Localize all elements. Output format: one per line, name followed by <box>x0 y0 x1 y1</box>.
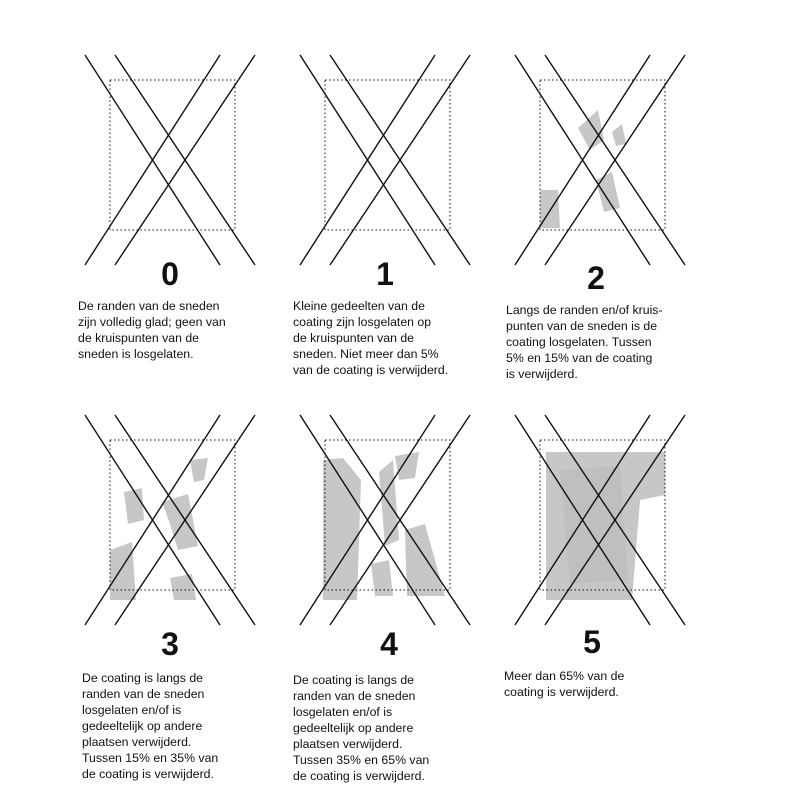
description-line: punten van de sneden is de <box>506 319 658 333</box>
description-line: Langs de randen en/of kruis- <box>506 303 663 317</box>
description-line: de coating is verwijderd. <box>293 769 425 783</box>
description-line: plaatsen verwijderd. <box>293 737 403 751</box>
detached-coating-area <box>578 110 604 150</box>
description-line: randen van de sneden <box>82 687 205 701</box>
description-line: gedeeltelijk op andere <box>293 721 414 735</box>
description-line: sneden is losgelaten. <box>78 347 194 361</box>
description-line: losgelaten en/of is <box>82 703 182 717</box>
detached-coating-area <box>162 494 198 550</box>
description-line: randen van de sneden <box>293 689 416 703</box>
detached-coating-area <box>190 458 208 482</box>
description-line: sneden. Niet meer dan 5% <box>293 347 439 361</box>
cross-cut-figure-1 <box>285 40 515 340</box>
description-line: Meer dan 65% van de <box>504 669 625 683</box>
panel-rating-4 <box>285 400 515 783</box>
rating-number: 4 <box>380 626 398 662</box>
description-line: is verwijderd. <box>506 367 578 381</box>
description-line: zijn volledig glad; geen van <box>78 315 226 329</box>
cross-cut-figure-0 <box>70 40 300 340</box>
description-line: Kleine gedeelten van de <box>293 299 425 313</box>
rating-number: 5 <box>583 624 601 660</box>
detached-coating-area <box>371 560 393 596</box>
panel-rating-0 <box>70 40 300 420</box>
rating-description <box>293 672 503 784</box>
panel-rating-3 <box>70 400 300 780</box>
rating-number: 2 <box>587 260 605 296</box>
description-line: de coating is verwijderd. <box>82 767 214 781</box>
description-line: coating is verwijderd. <box>504 685 619 699</box>
rating-number: 3 <box>161 626 179 662</box>
description-line: de kruispunten van de <box>293 331 415 345</box>
panel-rating-2 <box>500 40 730 420</box>
detached-coating-area <box>612 124 626 146</box>
rating-description <box>82 670 292 782</box>
detached-coating-area <box>405 524 445 596</box>
description-line: coating losgelaten. Tussen <box>506 335 652 349</box>
description-line: gedeeltelijk op andere <box>82 719 203 733</box>
description-line: Tussen 35% en 65% van <box>293 753 430 767</box>
detached-coating-area <box>395 452 419 480</box>
description-line: van de coating is verwijderd. <box>293 363 449 377</box>
detached-coating-area <box>124 488 144 524</box>
description-line: De randen van de sneden <box>78 299 220 313</box>
description-line: losgelaten en/of is <box>293 705 393 719</box>
description-line: De coating is langs de <box>293 673 414 687</box>
description-line: plaatsen verwijderd. <box>82 735 192 749</box>
panel-rating-5 <box>500 400 730 780</box>
description-line: 5% en 15% van de coating <box>506 351 653 365</box>
description-line: De coating is langs de <box>82 671 203 685</box>
rating-description <box>78 298 288 362</box>
description-line: de kruispunten van de <box>78 331 200 345</box>
rating-description <box>293 298 503 378</box>
description-line: Tussen 15% en 35% van <box>82 751 219 765</box>
cross-cut-figure-5 <box>500 400 730 700</box>
detached-coating-area <box>596 172 620 212</box>
rating-description <box>504 668 714 700</box>
rating-description <box>506 302 716 382</box>
rating-number: 0 <box>161 256 179 292</box>
panel-rating-1 <box>285 40 515 420</box>
detached-coating-area <box>170 574 196 600</box>
rating-number: 1 <box>376 256 394 292</box>
cross-cut-figure-2 <box>500 40 730 340</box>
description-line: coating zijn losgelaten op <box>293 315 432 329</box>
